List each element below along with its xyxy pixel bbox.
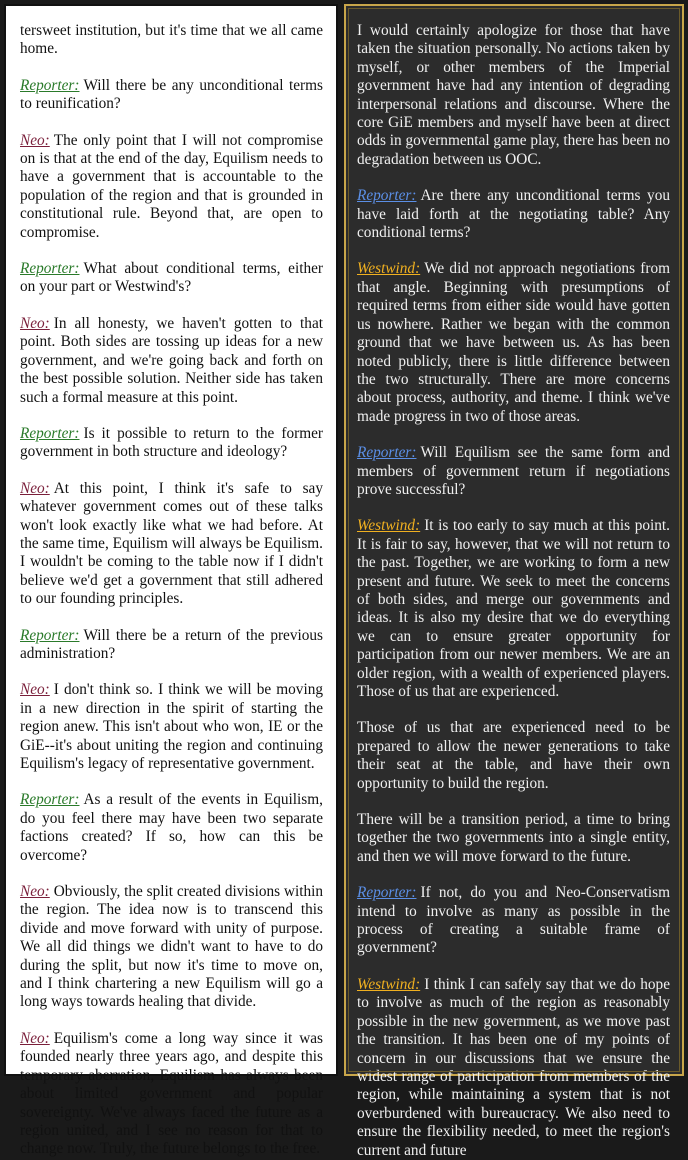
paragraph — [20, 22, 323, 59]
paragraph — [357, 976, 670, 1160]
speaker-neo: Neo: — [20, 314, 50, 332]
speaker-westwind: Westwind: — [357, 975, 421, 993]
paragraph — [20, 480, 323, 609]
speaker-reporter: Reporter: — [357, 884, 417, 902]
speaker-reporter: Reporter: — [20, 260, 80, 278]
speaker-westwind: Westwind: — [357, 517, 421, 535]
right-column — [344, 4, 684, 1159]
paragraph — [357, 187, 670, 242]
speaker-reporter: Reporter: — [357, 444, 417, 462]
paragraph — [357, 884, 670, 958]
speaker-reporter: Reporter: — [20, 626, 80, 644]
paragraph-text: Will there be a return of the previous administration? — [20, 626, 323, 662]
paragraph-text: Those of us that are experienced need to be prepared to allow the newer generations to take their seat at the table, and have their own opportunity to build the region. — [357, 719, 670, 792]
paragraph-text: If not, do you and Neo-Conservatism intend to involve as many as possible in the process of creating a suitable frame of government? — [357, 884, 670, 957]
paragraph-text: Are there any unconditional terms you have laid forth at the negotiating table? Any conditional terms? — [357, 187, 670, 242]
speaker-westwind: Westwind: — [357, 260, 421, 278]
paragraph — [20, 77, 323, 114]
paragraph — [20, 1030, 323, 1159]
paragraph-text: Will Equilism see the same form and members of government return if negotiations prove successful? — [357, 444, 670, 498]
paragraph — [20, 681, 323, 773]
paragraph — [20, 791, 323, 865]
paragraph-text: In all honesty, we haven't gotten to that point. Both sides are tossing up ideas for a new government, and we're going back and forth on the best possible solution. Neither side has taken such a formal measure at this point. — [20, 314, 323, 406]
paragraph-text: I don't think so. I think we will be moving in a new direction in the spirit of starting the region anew. This isn't about who won, IE or the GiE--it's about uniting the region and continuing Equilism's legacy of representative government. — [20, 681, 323, 772]
paragraph — [357, 444, 670, 499]
paragraph — [20, 883, 323, 1012]
paragraph-text: tersweet institution, but it's time that we all came home. — [20, 22, 323, 58]
speaker-neo: Neo: — [20, 883, 50, 901]
speaker-neo: Neo: — [20, 131, 50, 149]
paragraph-text: Will there be any unconditional terms to reunification? — [20, 76, 323, 113]
speaker-reporter: Reporter: — [20, 76, 80, 94]
paragraph-text: It is too early to say much at this point. It is fair to say, however, that we will not return to the past. Together, we are working to form a new present and future. We seek to meet the concerns of both sides, and merge our governments and ideas. It is also my desire that we do everything we can to ensure greater opportunity for participation from our newer members. We are an older region, with a wealth of experienced players. Those of us that are experienced. — [357, 517, 670, 700]
speaker-neo: Neo: — [20, 479, 50, 497]
paragraph-text: Obviously, the split created divisions within the region. The idea now is to transcend this divide and move forward with unity of purpose. We all did things we didn't want to have to do during the split, but now it's time to move on, and I think chartering a new Equilism will go a long ways towards healing that divide. — [20, 883, 323, 1011]
paragraph-text: At this point, I think it's safe to say whatever government comes out of these talks won't look exactly like what we had before. At the same time, Equilism will always be Equilism. I wouldn't be coming to the table now if I didn't believe we'd get a government that still adhered to our founding principles. — [20, 479, 323, 608]
paragraph — [357, 22, 670, 169]
paragraph-text: Equilism's come a long way since it was founded nearly three years ago, and despite this temporary aberration, Equilism has always been about limited government and popular sovereignty. We've always faced the future as a region united, and I see no reason for that to change now. Truly, the future belongs to the free. — [20, 1029, 323, 1158]
paragraph — [20, 425, 323, 462]
paragraph-text: The only point that I will not compromise on is that at the end of the day, Equilism needs to have a government that is accountable to the population of the region and that is grounded in constitutional rule. Beyond that, are open to compromise. — [20, 131, 323, 241]
paragraph — [20, 627, 323, 664]
paragraph-text: I would certainly apologize for those that have taken the situation personally. No actions taken by myself, or other members of the Imperial government have had any intention of degrading interpersonal relations and discourse. Where the core GiE members and myself have been at direct odds in governmental game play, there has been no degradation between us OOC. — [357, 22, 670, 168]
paragraph — [20, 132, 323, 242]
paragraph — [20, 260, 323, 297]
paragraph-text: We did not approach negotiations from that angle. Beginning with presumptions of required terms from either side would have gotten us nowhere. Rather we began with the common ground that we have between us. As has been noted publicly, there is little difference between the two structurally. There are more concerns about process, authority, and theme. I think we've made progress in two of those areas. — [357, 260, 670, 425]
paragraph-text: What about conditional terms, either on your part or Westwind's? — [20, 260, 323, 296]
paragraph — [357, 260, 670, 426]
paragraph — [357, 517, 670, 701]
speaker-reporter: Reporter: — [20, 424, 80, 442]
paragraph-text: There will be a transition period, a time to bring together the two governments into a single entity, and then we will move forward to the future. — [357, 811, 670, 865]
left-column — [4, 4, 338, 1158]
speaker-neo: Neo: — [20, 1029, 50, 1047]
speaker-neo: Neo: — [20, 681, 50, 699]
paragraph — [357, 719, 670, 793]
paragraph-text: Is it possible to return to the former government in both structure and ideology? — [20, 424, 323, 461]
speaker-reporter: Reporter: — [20, 791, 80, 809]
paragraph — [20, 315, 323, 407]
paragraph-text: As a result of the events in Equilism, do you feel there may have been two separate factions created? If so, how can this be overcome? — [20, 791, 323, 864]
paragraph-text: I think I can safely say that we do hope to involve as much of the region as reasonably possible in the new government, as we move past the transition. It has been one of my points of concern in our discussions that we ensure the widest range of participation from members of the region, while maintaining a system that is not overburdened with bureaucracy. We also need to ensure the flexibility needed, to meet the region's current and future — [357, 975, 670, 1159]
paragraph — [357, 811, 670, 866]
speaker-reporter: Reporter: — [357, 187, 417, 205]
